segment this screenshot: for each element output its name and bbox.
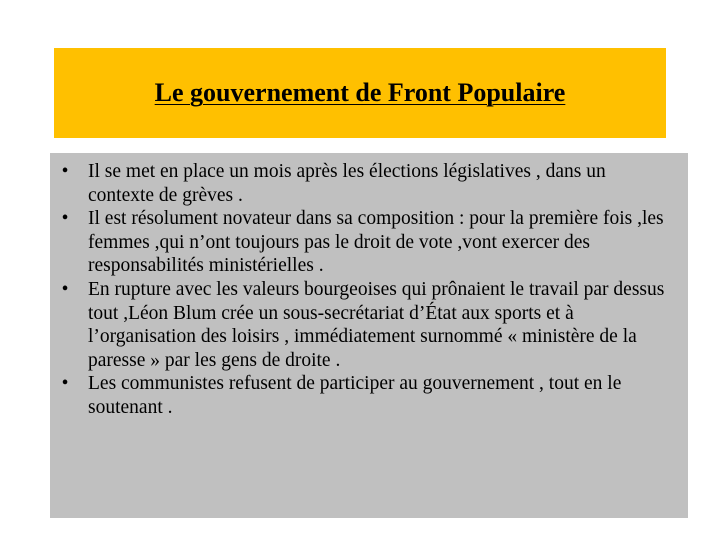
content-panel bbox=[50, 153, 688, 518]
bullet-marker: • bbox=[61, 208, 69, 230]
bullet-item bbox=[58, 278, 676, 372]
bullet-item bbox=[58, 160, 676, 207]
bullet-text: Les communistes refusent de participer au gouvernement , tout en le soutenant . bbox=[88, 373, 622, 418]
bullet-list bbox=[58, 160, 676, 420]
bullet-marker: • bbox=[61, 278, 69, 300]
bullet-marker: • bbox=[61, 161, 69, 182]
bullet-marker: • bbox=[61, 373, 69, 395]
title-banner bbox=[54, 48, 666, 138]
bullet-text: En rupture avec les valeurs bourgeoises qui prônaient le travail par dessus tout ,Léon Blum crée un sous-secrétariat d’État aux sports et à l’organisation des loisirs , immédiatement surnommé « ministère de la paresse » par les gens de droite . bbox=[88, 278, 665, 371]
bullet-item bbox=[58, 207, 676, 278]
bullet-item bbox=[58, 372, 676, 419]
bullet-text: Il est résolument novateur dans sa composition : pour la première fois ,les femmes ,qui n’ont toujours pas le droit de vote ,vont exercer des responsabilités ministérielles . bbox=[88, 208, 664, 277]
bullet-text: Il se met en place un mois après les élections législatives , dans un contexte de grèves . bbox=[88, 161, 606, 206]
slide-title: Le gouvernement de Front Populaire bbox=[154, 78, 566, 107]
